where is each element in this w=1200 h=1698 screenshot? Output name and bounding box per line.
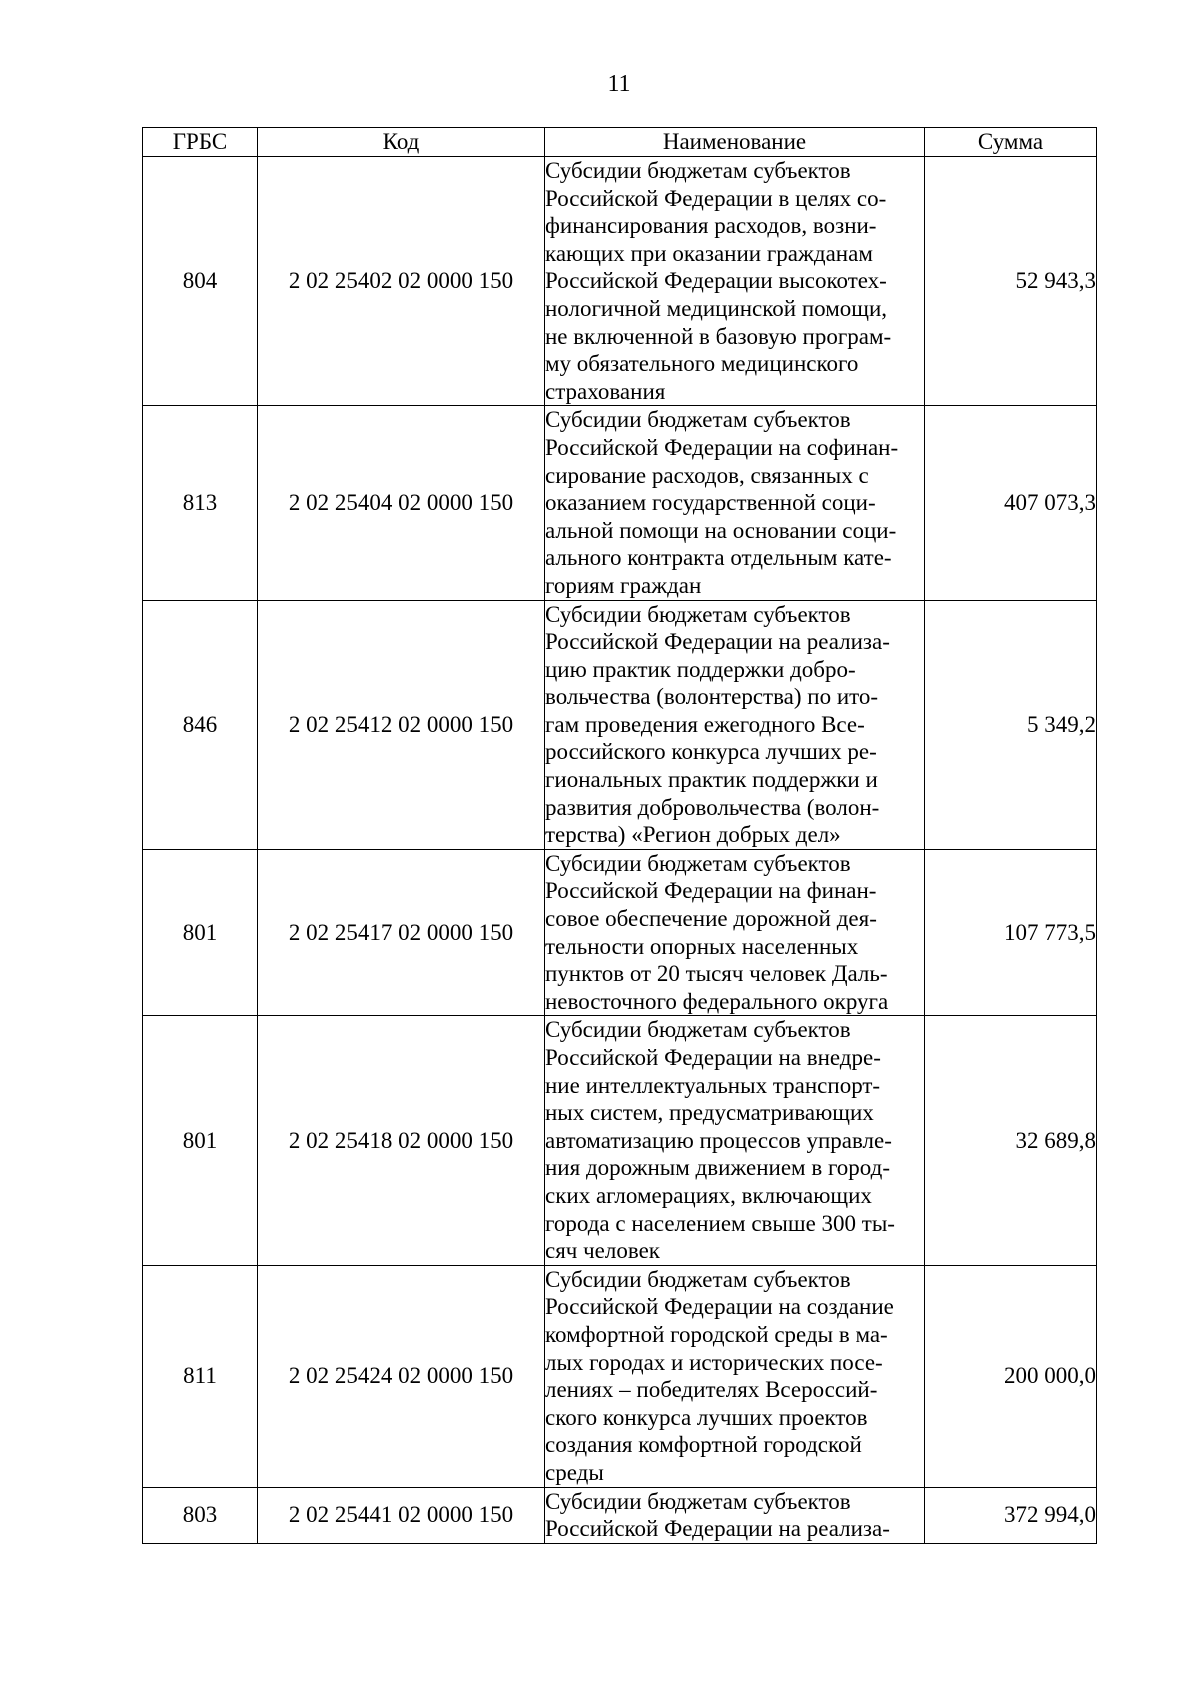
- name-line: Российской Федерации на реализа-: [545, 1516, 890, 1542]
- name-line: Российской Федерации в целях со-: [545, 185, 887, 211]
- name-line: гам проведения ежегодного Все-: [545, 711, 865, 737]
- budget-table: [142, 127, 1097, 1544]
- table-row: [143, 1265, 1097, 1487]
- name-line: Российской Федерации на софинан-: [545, 434, 899, 460]
- name-line: финансирования расходов, возни-: [545, 213, 877, 239]
- name-cell: [545, 1265, 925, 1487]
- name-cell: [545, 406, 925, 600]
- name-line: Субсидии бюджетам субъектов: [545, 850, 851, 876]
- header-grbs: ГРБС: [143, 128, 258, 157]
- name-line: развития добровольчества (волон-: [545, 794, 880, 820]
- name-line: страхования: [545, 378, 666, 404]
- name-line: Субсидии бюджетам субъектов: [545, 158, 851, 183]
- code-cell: 2 02 25417 02 0000 150: [258, 849, 545, 1016]
- name-cell: [545, 849, 925, 1016]
- code-cell: 2 02 25441 02 0000 150: [258, 1487, 545, 1543]
- name-line: не включенной в базовую програм-: [545, 323, 892, 349]
- name-line: ального контракта отдельным кате-: [545, 545, 892, 571]
- grbs-cell: 813: [143, 406, 258, 600]
- grbs-cell: 811: [143, 1265, 258, 1487]
- name-cell: [545, 600, 925, 849]
- table-header-row: [143, 128, 1097, 157]
- name-cell: [545, 1016, 925, 1265]
- name-line: гориям граждан: [545, 572, 702, 598]
- name-cell: [545, 1487, 925, 1543]
- table-row: [143, 157, 1097, 406]
- header-sum: Сумма: [925, 128, 1097, 157]
- name-line: Российской Федерации на создание: [545, 1294, 894, 1320]
- table-row: [143, 849, 1097, 1016]
- code-cell: 2 02 25402 02 0000 150: [258, 157, 545, 406]
- grbs-cell: 803: [143, 1487, 258, 1543]
- grbs-cell: 846: [143, 600, 258, 849]
- name-line: Российской Федерации на внедре-: [545, 1045, 881, 1070]
- name-line: терства) «Регион добрых дел»: [545, 822, 841, 848]
- table-row: [143, 600, 1097, 849]
- table-row: [143, 1487, 1097, 1543]
- code-cell: 2 02 25412 02 0000 150: [258, 600, 545, 849]
- name-line: Российской Федерации на реализа-: [545, 629, 890, 655]
- name-line: кающих при оказании гражданам: [545, 240, 873, 266]
- grbs-cell: 804: [143, 157, 258, 406]
- name-line: Субсидии бюджетам субъектов: [545, 407, 851, 433]
- page-number: 11: [607, 71, 631, 97]
- sum-cell: 372 994,0: [925, 1487, 1097, 1543]
- name-line: Российской Федерации высокотех-: [545, 268, 887, 294]
- name-line: нологичной медицинской помощи,: [545, 295, 888, 321]
- sum-cell: 107 773,5: [925, 849, 1097, 1016]
- name-line: ния дорожным движением в город-: [545, 1155, 890, 1181]
- name-line: совое обеспечение дорожной дея-: [545, 906, 877, 932]
- table-row: [143, 1016, 1097, 1265]
- name-line: комфортной городской среды в ма-: [545, 1321, 888, 1347]
- name-line: гиональных практик поддержки и: [545, 767, 878, 793]
- name-line: Субсидии бюджетам субъектов: [545, 1017, 851, 1043]
- name-line: Субсидии бюджетам субъектов: [545, 601, 851, 627]
- name-line: лениях – победителях Всероссий-: [545, 1377, 878, 1403]
- name-line: альной помощи на основании соци-: [545, 517, 897, 543]
- name-line: российского конкурса лучших ре-: [545, 739, 877, 765]
- name-cell: [545, 157, 925, 406]
- name-line: тельности опорных населенных: [545, 933, 859, 959]
- name-line: Субсидии бюджетам субъектов: [545, 1488, 851, 1514]
- name-line: ских агломерациях, включающих: [545, 1182, 872, 1208]
- code-cell: 2 02 25418 02 0000 150: [258, 1016, 545, 1265]
- header-code: Код: [258, 128, 545, 157]
- header-name: Наименование: [545, 128, 925, 157]
- sum-cell: 407 073,3: [925, 406, 1097, 600]
- name-line: ных систем, предусматривающих: [545, 1100, 874, 1126]
- code-cell: 2 02 25404 02 0000 150: [258, 406, 545, 600]
- name-line: Российской Федерации на финан-: [545, 878, 877, 904]
- sum-cell: 52 943,3: [925, 157, 1097, 406]
- name-line: сяч человек: [545, 1238, 660, 1264]
- grbs-cell: 801: [143, 849, 258, 1016]
- name-line: оказанием государственной соци-: [545, 490, 876, 516]
- name-line: создания комфортной городской: [545, 1432, 862, 1458]
- name-line: лых городах и исторических посе-: [545, 1349, 883, 1375]
- sum-cell: 200 000,0: [925, 1265, 1097, 1487]
- name-line: города с населением свыше 300 ты-: [545, 1210, 895, 1236]
- name-line: автоматизацию процессов управле-: [545, 1127, 892, 1153]
- table-row: [143, 406, 1097, 600]
- name-line: сирование расходов, связанных с: [545, 462, 869, 488]
- code-cell: 2 02 25424 02 0000 150: [258, 1265, 545, 1487]
- sum-cell: 32 689,8: [925, 1016, 1097, 1265]
- name-line: ние интеллектуальных транспорт-: [545, 1072, 881, 1098]
- grbs-cell: 801: [143, 1016, 258, 1265]
- name-line: вольчества (волонтерства) по ито-: [545, 684, 879, 710]
- name-line: среды: [545, 1459, 604, 1485]
- name-line: пунктов от 20 тысяч человек Даль-: [545, 961, 888, 987]
- sum-cell: 5 349,2: [925, 600, 1097, 849]
- name-line: му обязательного медицинского: [545, 351, 859, 377]
- name-line: невосточного федерального округа: [545, 988, 889, 1014]
- name-line: цию практик поддержки добро-: [545, 656, 856, 682]
- name-line: Субсидии бюджетам субъектов: [545, 1266, 851, 1292]
- name-line: ского конкурса лучших проектов: [545, 1404, 868, 1430]
